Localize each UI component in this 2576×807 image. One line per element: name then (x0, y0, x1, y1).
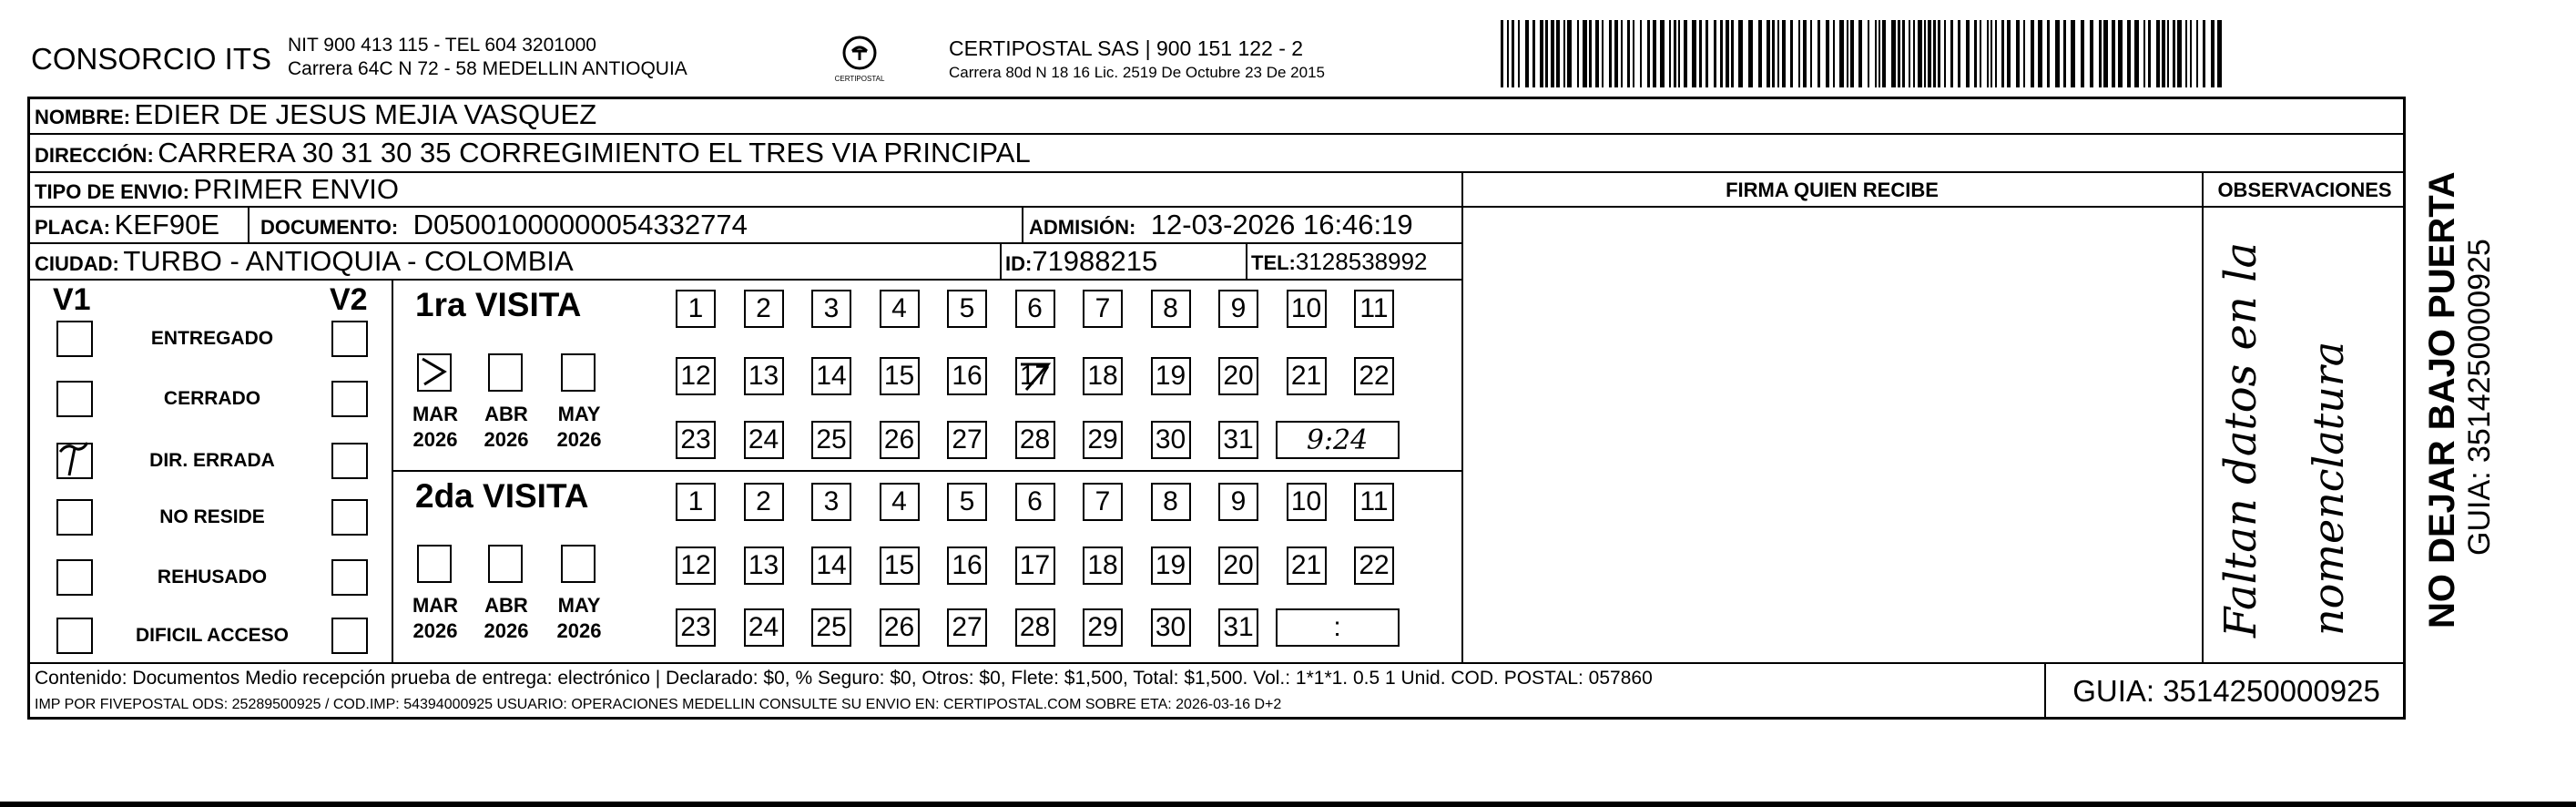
year-label: 2026 (556, 619, 602, 642)
day-box[interactable]: 3 (811, 290, 851, 328)
status-v2-checkbox[interactable] (331, 618, 368, 654)
month-checkbox[interactable] (561, 545, 596, 583)
day-box[interactable]: 27 (947, 608, 987, 647)
day-box[interactable]: 8 (1151, 290, 1191, 328)
month-label: ABR (484, 594, 528, 617)
day-box[interactable]: 24 (744, 421, 784, 459)
day-box[interactable]: 16 (947, 547, 987, 585)
day-box[interactable]: 25 (811, 421, 851, 459)
observaciones-header: OBSERVACIONES (2217, 179, 2392, 201)
day-box[interactable]: 11 (1354, 290, 1394, 328)
day-box[interactable]: 14 (811, 357, 851, 395)
day-box[interactable]: 30 (1151, 421, 1191, 459)
check-mark-icon (417, 353, 452, 392)
id-value: 71988215 (1032, 245, 1158, 277)
status-label: NO RESIDE (159, 506, 265, 527)
day-box[interactable]: 7 (1083, 483, 1123, 521)
v2-header: V2 (330, 282, 368, 317)
day-box[interactable]: 18 (1083, 547, 1123, 585)
ciudad-value: TURBO - ANTIOQUIA - COLOMBIA (123, 245, 574, 277)
status-label: ENTREGADO (150, 328, 274, 349)
year-label: 2026 (412, 619, 458, 642)
nombre-row (35, 98, 596, 131)
month-checkbox[interactable] (417, 545, 452, 583)
certipostal-logo (834, 33, 885, 89)
second-visit-title: 2da VISITA (415, 477, 589, 515)
month-label: ABR (484, 403, 528, 425)
day-box[interactable]: 15 (880, 547, 920, 585)
status-label: DIFICIL ACCESO (135, 625, 289, 646)
day-box[interactable]: 9 (1218, 483, 1258, 521)
first-visit-time[interactable]: 9:24 (1276, 421, 1400, 459)
placa-label: PLACA: (35, 216, 111, 239)
documento-value: D05001000000054332774 (412, 209, 748, 240)
day-box[interactable]: 17 (1015, 547, 1055, 585)
status-v1-checkbox[interactable] (56, 443, 93, 479)
placa-field (35, 209, 219, 241)
day-box[interactable]: 17 (1015, 357, 1055, 395)
day-box[interactable]: 28 (1015, 421, 1055, 459)
day-box[interactable]: 20 (1218, 357, 1258, 395)
status-label: DIR. ERRADA (149, 450, 275, 471)
side-no-dejar: NO DEJAR BAJO PUERTA (2422, 171, 2462, 628)
admision-field (1029, 209, 1413, 241)
day-box[interactable]: 4 (880, 483, 920, 521)
v1-header: V1 (53, 282, 91, 317)
day-box[interactable]: 16 (947, 357, 987, 395)
header (0, 0, 2576, 91)
year-label: 2026 (484, 619, 529, 642)
day-box[interactable]: 9 (1218, 290, 1258, 328)
day-box[interactable]: 13 (744, 357, 784, 395)
day-box[interactable]: 22 (1354, 357, 1394, 395)
day-box[interactable]: 6 (1015, 483, 1055, 521)
day-box[interactable]: 23 (676, 421, 716, 459)
status-v2-checkbox[interactable] (331, 443, 368, 479)
nombre-value: EDIER DE JESUS MEJIA VASQUEZ (134, 98, 597, 130)
placa-value: KEF90E (114, 209, 220, 240)
month-label: MAR (412, 403, 459, 425)
day-box[interactable]: 2 (744, 483, 784, 521)
day-box[interactable]: 15 (880, 357, 920, 395)
status-v2-checkbox[interactable] (331, 381, 368, 417)
status-v1-checkbox[interactable] (56, 321, 93, 357)
bottom-rule (0, 802, 2576, 807)
month-label: MAY (557, 403, 601, 425)
admision-label: ADMISIÓN: (1029, 216, 1136, 239)
day-box[interactable]: 27 (947, 421, 987, 459)
month-checkbox[interactable] (488, 545, 523, 583)
logo-text: CERTIPOSTAL (834, 75, 885, 83)
first-visit-title: 1ra VISITA (415, 286, 582, 323)
tipo-label: TIPO DE ENVIO: (35, 180, 189, 203)
status-v2-checkbox[interactable] (331, 499, 368, 536)
day-box[interactable]: 10 (1287, 290, 1327, 328)
day-box[interactable]: 26 (880, 608, 920, 647)
tel-value: 3128538992 (1295, 248, 1428, 275)
status-v1-checkbox[interactable] (56, 618, 93, 654)
certipostal-info: CERTIPOSTAL SAS | 900 151 122 - 2 (949, 36, 1304, 60)
day-box[interactable]: 2 (744, 290, 784, 328)
observaciones-handwriting-2: nomenclatura (2304, 341, 2353, 636)
footer-guia: GUIA: 3514250000925 (2072, 674, 2380, 708)
day-box[interactable]: 3 (811, 483, 851, 521)
status-v2-checkbox[interactable] (331, 559, 368, 596)
ciudad-label: CIUDAD: (35, 252, 119, 275)
status-label: REHUSADO (157, 567, 268, 587)
tel-label: TEL: (1251, 251, 1296, 274)
footer-contenido: Contenido: Documentos Medio recepción prueba de entrega: electrónico | Declarado: $0, % Seguro: $0, Otros: $0, Flete: $1,500, Total: $1,500. Vol.: 1*1*1. 0.5 1 Unid. COD. POSTAL: 057860 (35, 668, 1653, 689)
year-label: 2026 (484, 428, 529, 451)
company-nit: NIT 900 413 115 - TEL 604 3201000 (288, 35, 596, 56)
observaciones-handwriting-1: Faltan datos en la (2215, 241, 2266, 638)
day-box[interactable]: 11 (1354, 483, 1394, 521)
month-checkbox[interactable] (561, 353, 596, 392)
id-field (1005, 245, 1157, 278)
day-box[interactable]: 19 (1151, 357, 1191, 395)
documento-label: DOCUMENTO: (260, 216, 399, 239)
company-name: CONSORCIO ITS (31, 42, 272, 76)
direccion-value: CARRERA 30 31 30 35 CORREGIMIENTO EL TRES VIA PRINCIPAL (158, 137, 1031, 169)
tipo-value: PRIMER ENVIO (193, 173, 400, 205)
month-label: MAR (412, 594, 459, 617)
day-box[interactable]: 12 (676, 357, 716, 395)
status-label: CERRADO (163, 388, 261, 409)
day-box[interactable]: 5 (947, 290, 987, 328)
day-box[interactable]: 1 (676, 483, 716, 521)
day-box[interactable]: 7 (1083, 290, 1123, 328)
year-label: 2026 (556, 428, 602, 451)
id-label: ID: (1005, 252, 1033, 275)
day-box[interactable]: 10 (1287, 483, 1327, 521)
tipo-row (35, 173, 399, 206)
day-box[interactable]: 21 (1287, 547, 1327, 585)
check-mark-icon (56, 439, 93, 479)
barcode (1501, 20, 2229, 89)
ciudad-field (35, 245, 574, 278)
day-box[interactable]: 29 (1083, 421, 1123, 459)
certipostal-address: Carrera 80d N 18 16 Lic. 2519 De Octubre 23 De 2015 (949, 64, 1325, 81)
second-visit-time[interactable]: : (1276, 608, 1400, 647)
day-box[interactable]: 31 (1218, 608, 1258, 647)
status-v2-checkbox[interactable] (331, 321, 368, 357)
status-v1-checkbox[interactable] (56, 381, 93, 417)
day-box[interactable]: 20 (1218, 547, 1258, 585)
status-v1-checkbox[interactable] (56, 499, 93, 536)
month-label: MAY (557, 594, 601, 617)
day-box[interactable]: 19 (1151, 547, 1191, 585)
day-box[interactable]: 1 (676, 290, 716, 328)
day-box[interactable]: 23 (676, 608, 716, 647)
day-box[interactable]: 30 (1151, 608, 1191, 647)
check-mark-icon (1015, 357, 1055, 395)
day-box[interactable]: 8 (1151, 483, 1191, 521)
day-box[interactable]: 13 (744, 547, 784, 585)
status-v1-checkbox[interactable] (56, 559, 93, 596)
documento-field (260, 209, 748, 241)
day-box[interactable]: 12 (676, 547, 716, 585)
direccion-label: DIRECCIÓN: (35, 144, 154, 167)
month-checkbox[interactable] (488, 353, 523, 392)
admision-value: 12-03-2026 16:46:19 (1150, 209, 1413, 240)
firma-header: FIRMA QUIEN RECIBE (1726, 179, 1939, 201)
day-box[interactable]: 22 (1354, 547, 1394, 585)
day-box[interactable]: 25 (811, 608, 851, 647)
day-box[interactable]: 14 (811, 547, 851, 585)
day-box[interactable]: 28 (1015, 608, 1055, 647)
day-box[interactable]: 21 (1287, 357, 1327, 395)
month-checkbox[interactable] (417, 353, 452, 392)
nombre-label: NOMBRE: (35, 106, 131, 128)
year-label: 2026 (412, 428, 458, 451)
day-box[interactable]: 31 (1218, 421, 1258, 459)
day-box[interactable]: 4 (880, 290, 920, 328)
day-box[interactable]: 5 (947, 483, 987, 521)
day-box[interactable]: 24 (744, 608, 784, 647)
tel-field (1251, 248, 1428, 276)
day-box[interactable]: 6 (1015, 290, 1055, 328)
day-box[interactable]: 26 (880, 421, 920, 459)
side-guia: GUIA: 3514250000925 (2462, 239, 2497, 556)
company-address: Carrera 64C N 72 - 58 MEDELLIN ANTIOQUIA (288, 58, 687, 79)
direccion-row (35, 137, 1031, 169)
day-box[interactable]: 18 (1083, 357, 1123, 395)
day-box[interactable]: 29 (1083, 608, 1123, 647)
footer-imp: IMP POR FIVEPOSTAL ODS: 25289500925 / COD.IMP: 54394000925 USUARIO: OPERACIONES MEDELLIN CONSULTE SU ENVIO EN: CERTIPOSTAL.COM SOBRE ETA: 2026-03-16 D+2 (35, 697, 1282, 712)
